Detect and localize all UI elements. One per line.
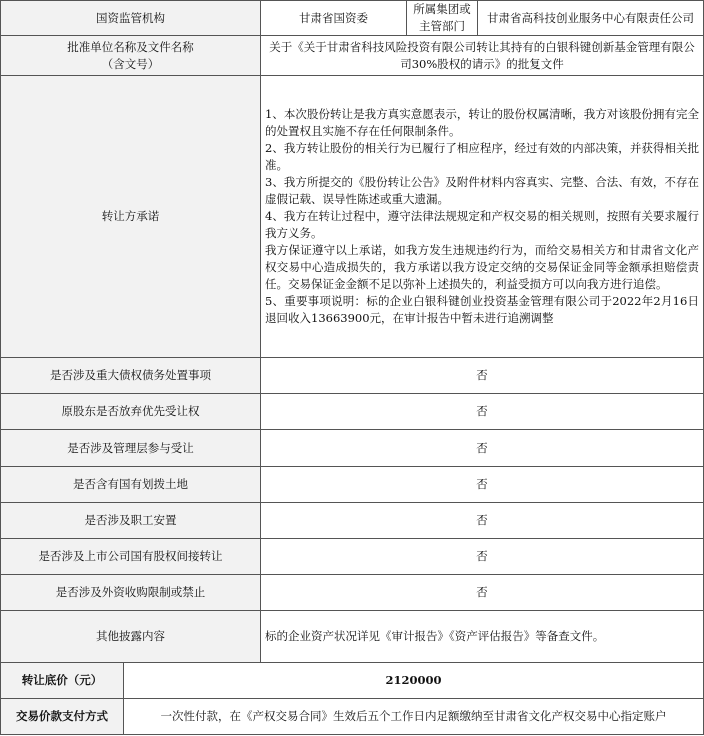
supervisor-row — [1, 1, 704, 36]
payment-row — [1, 699, 704, 735]
question-value: 否 — [261, 467, 704, 503]
question-row — [1, 467, 704, 503]
commitment-label: 转让方承诺 — [1, 76, 261, 358]
question-value: 否 — [261, 358, 704, 394]
question-value: 否 — [261, 503, 704, 539]
base-price-value: 2120000 — [124, 663, 704, 699]
disclosure-value: 标的企业资产状况详见《审计报告》《资产评估报告》等备查文件。 — [261, 611, 704, 663]
commitment-item: 我方保证遵守以上承诺，如我方发生违规违约行为，而给交易相关方和甘肃省文化产权交易中心造成损失的，我方承诺以我方设定交纳的交易保证金同等金额承担赔偿责任。交易保证金金额不足以弥补上述损失的，利益受损方可以向我方进行追偿。 — [265, 243, 699, 291]
question-value: 否 — [261, 539, 704, 575]
approval-value: 关于《关于甘肃省科技风险投资有限公司转让其持有的白银科键创新基金管理有限公司30%股权的请示》的批复文件 — [261, 36, 704, 76]
commitment-item: 5、重要事项说明：标的企业白银科键创业投资基金管理有限公司于2022年2月16日退回收入13663900元，在审计报告中暂未进行追溯调整 — [265, 294, 699, 325]
base-price-label: 转让底价（元） — [1, 663, 124, 699]
question-row — [1, 575, 704, 611]
approval-label-line2: （含文号） — [101, 56, 160, 71]
disclosure-row — [1, 611, 704, 663]
question-row — [1, 430, 704, 467]
question-row — [1, 539, 704, 575]
question-label: 是否涉及重大债权债务处置事项 — [1, 358, 261, 394]
commitment-item: 2、我方转让股份的相关行为已履行了相应程序，经过有效的内部决策，并获得相关批准。 — [265, 141, 699, 172]
group-value: 甘肃省高科技创业服务中心有限责任公司 — [478, 1, 704, 36]
question-label: 是否涉及职工安置 — [1, 503, 261, 539]
commitment-content — [261, 76, 704, 358]
commitment-item: 4、我方在转让过程中，遵守法律法规规定和产权交易的相关规则，按照有关要求履行我方义务。 — [265, 209, 699, 240]
disclosure-label: 其他披露内容 — [1, 611, 261, 663]
commitment-row — [1, 76, 704, 358]
approval-label — [1, 36, 261, 76]
commitment-item: 1、本次股份转让是我方真实意愿表示，转让的股份权属清晰，我方对该股份拥有完全的处置权且实施不存在任何限制条件。 — [265, 107, 699, 138]
approval-label-line1: 批准单位名称及文件名称 — [67, 39, 194, 54]
question-value: 否 — [261, 430, 704, 467]
question-label: 原股东是否放弃优先受让权 — [1, 394, 261, 430]
question-row — [1, 503, 704, 539]
question-label: 是否涉及上市公司国有股权间接转让 — [1, 539, 261, 575]
question-row — [1, 394, 704, 430]
question-value: 否 — [261, 575, 704, 611]
supervisor-value: 甘肃省国资委 — [261, 1, 407, 36]
commitment-item: 3、我方所提交的《股份转让公告》及附件材料内容真实、完整、合法、有效，不存在虚假记载、误导性陈述或重大遗漏。 — [265, 175, 699, 206]
question-label: 是否含有国有划拨土地 — [1, 467, 261, 503]
question-row — [1, 358, 704, 394]
question-label: 是否涉及管理层参与受让 — [1, 430, 261, 467]
group-label: 所属集团或主管部门 — [407, 1, 478, 36]
base-price-row — [1, 663, 704, 699]
payment-value: 一次性付款，在《产权交易合同》生效后五个工作日内足额缴纳至甘肃省文化产权交易中心指定账户 — [124, 699, 704, 735]
question-value: 否 — [261, 394, 704, 430]
approval-row — [1, 36, 704, 76]
supervisor-label: 国资监管机构 — [1, 1, 261, 36]
payment-label: 交易价款支付方式 — [1, 699, 124, 735]
question-label: 是否涉及外资收购限制或禁止 — [1, 575, 261, 611]
